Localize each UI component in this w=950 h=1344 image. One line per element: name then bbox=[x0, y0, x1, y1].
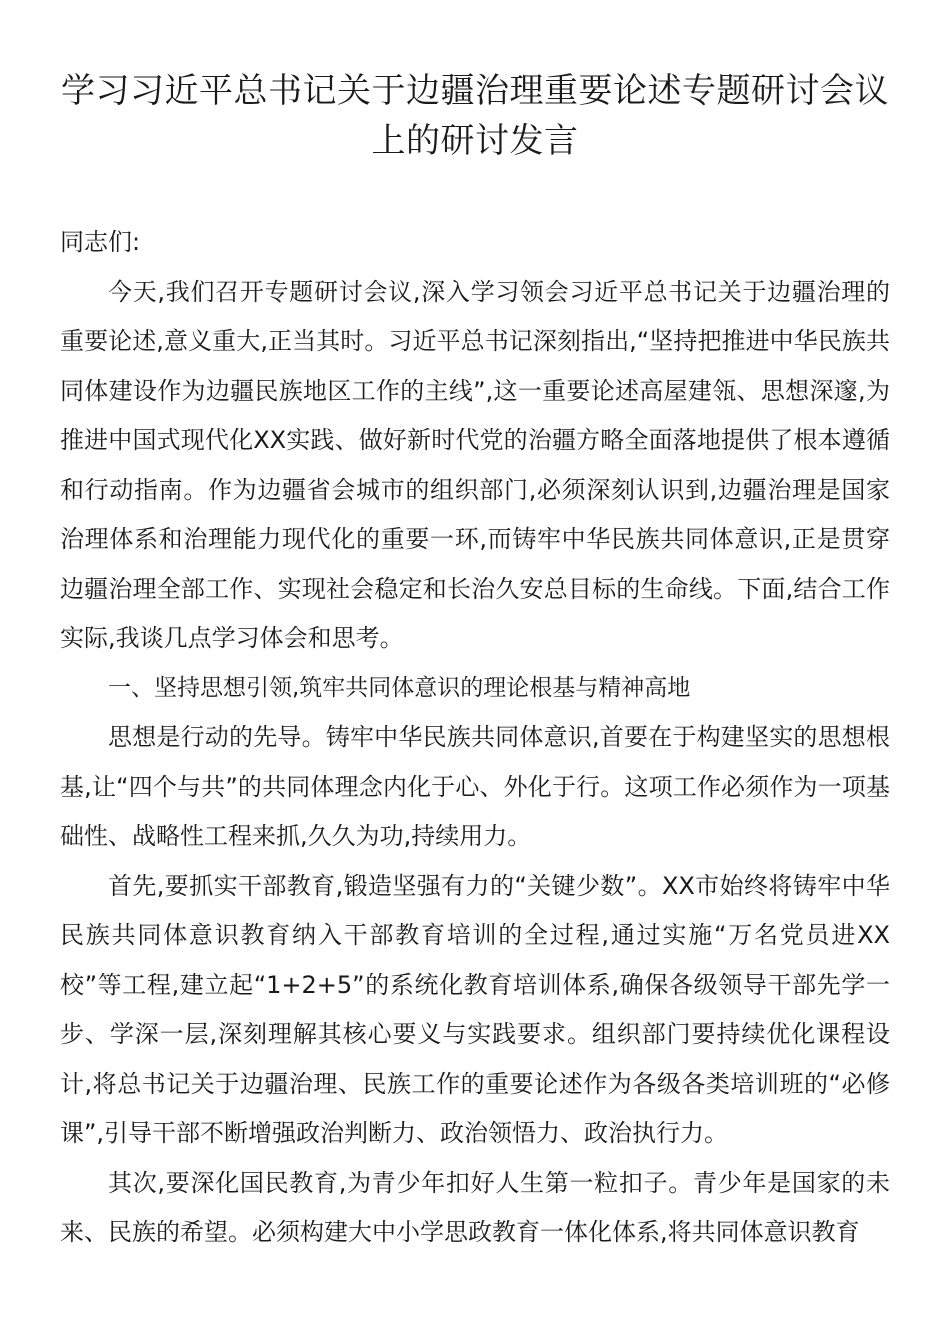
salutation: 同志们: bbox=[60, 228, 141, 256]
intro-paragraph: 今天,我们召开专题研讨会议,深入学习领会习近平总书记关于边疆治理的重要论述,意义重大,正当其时。习近平总书记深刻指出,“坚持把推进中华民族共同体建设作为边疆民族地区工作的主线”,这一重要论述高屋建瓴、思想深邃,为推进中国式现代化XX实践、做好新时代党的治疆方略全面落地提供了根本遵循和行动指南。作为边疆省会城市的组织部门,必须深刻认识到,边疆治理是国家治理体系和治理能力现代化的重要一环,而铸牢中华民族共同体意识,正是贯穿边疆治理全部工作、实现社会稳定和长治久安总目标的生命线。下面,结合工作实际,我谈几点学习体会和思考。 bbox=[60, 277, 890, 652]
body-paragraph: 思想是行动的先导。铸牢中华民族共同体意识,首要在于构建坚实的思想根基,让“四个与共”的共同体理念内化于心、外化于行。这项工作必须作为一项基础性、战略性工程来抓,久久为功,持续用力。 bbox=[60, 723, 890, 850]
document-body bbox=[60, 218, 890, 1258]
document-title: 学习习近平总书记关于边疆治理重要论述专题研讨会议上的研讨发言 bbox=[61, 71, 889, 161]
body-paragraph: 其次,要深化国民教育,为青少年扣好人生第一粒扣子。青少年是国家的未来、民族的希望。必须构建大中小学思政教育一体化体系,将共同体意识教育 bbox=[60, 1168, 890, 1246]
body-paragraph: 首先,要抓实干部教育,锻造坚强有力的“关键少数”。XX市始终将铸牢中华民族共同体意识教育纳入干部教育培训的全过程,通过实施“万名党员进XX校”等工程,建立起“1+2+5”的系统化教育培训体系,确保各级领导干部先学一步、学深一层,深刻理解其核心要义与实践要求。组织部门要持续优化课程设计,将总书记关于边疆治理、民族工作的重要论述作为各级各类培训班的“必修课”,引导干部不断增强政治判断力、政治领悟力、政治执行力。 bbox=[60, 871, 890, 1147]
section-heading: 一、坚持思想引领,筑牢共同体意识的理论根基与精神高地 bbox=[108, 674, 691, 701]
